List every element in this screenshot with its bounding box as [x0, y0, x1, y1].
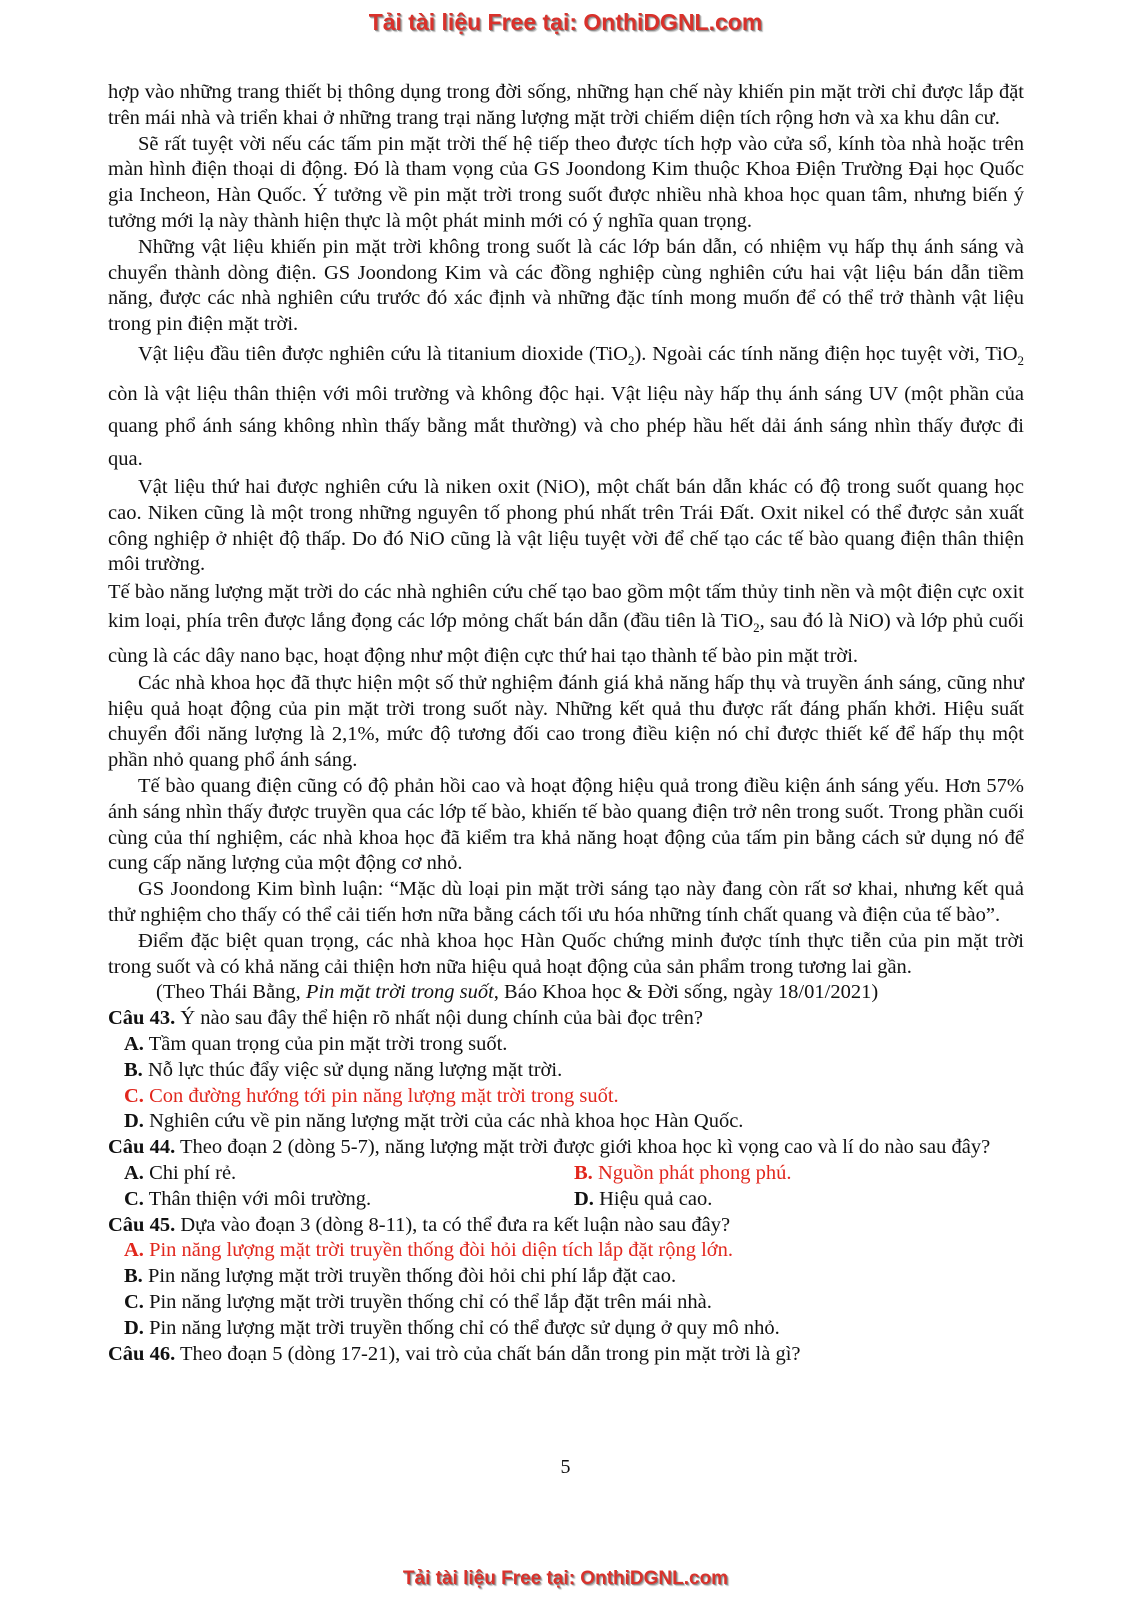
- q43-option-b[interactable]: [108, 1058, 1024, 1084]
- paragraph-2: Sẽ rất tuyệt vời nếu các tấm pin mặt trời thế hệ tiếp theo được tích hợp vào cửa sổ, kính tòa nhà hoặc trên màn hình điện thoại di động. Đó là tham vọng của GS Joondong Kim thuộc Khoa Điện Trường Đại học Quốc gia Incheon, Hàn Quốc. Ý tưởng về pin mặt trời trong suốt được nhiều nhà khoa học quan tâm, nhưng biến ý tưởng mới lạ này thành hiện thực là một phát minh mới có ý nghĩa quan trọng.: [108, 132, 1024, 232]
- q44-option-b[interactable]: [574, 1161, 1024, 1187]
- q44-option-c[interactable]: [124, 1187, 574, 1213]
- option-label: A.: [124, 1161, 144, 1184]
- tio2-subscript: 2: [1017, 353, 1025, 369]
- page-number: 5: [560, 1456, 571, 1478]
- paragraph-7: Các nhà khoa học đã thực hiện một số thử nghiệm đánh giá khả năng hấp thụ và truyền ánh sáng, cũng như hiệu quả hoạt động của pin mặt trời trong suốt này. Những kết quả thu được rất đáng phấn khởi. Hiệu suất chuyển đổi năng lượng là 2,1%, mức độ tương đối cao trong điều kiện nó chỉ được thiết kế để hấp thụ một phần nhỏ quang phổ ánh sáng.: [108, 671, 1024, 772]
- tio2-subscript: 2: [627, 353, 635, 369]
- tio2-formula: [985, 342, 1025, 369]
- tio2-text: TiO: [985, 342, 1018, 365]
- option-text: Nghiên cứu về pin năng lượng mặt trời của các nhà khoa học Hàn Quốc.: [143, 1110, 744, 1133]
- option-label: C.: [124, 1290, 144, 1313]
- citation-before: (Theo Thái Bằng,: [156, 981, 306, 1004]
- p4-part-b: ). Ngoài các tính năng điện học tuyệt vời,: [634, 342, 986, 365]
- paragraph-9: GS Joondong Kim bình luận: “Mặc dù loại pin mặt trời sáng tạo này đang còn rất sơ khai, nhưng kết quả thử nghiệm cho thấy có thể cải tiến hơn nữa bằng cách tối ưu hóa những tính chất quang và điện của tế bào”.: [108, 878, 1024, 927]
- option-text: Con đường hướng tới pin năng lượng mặt trời trong suốt.: [143, 1084, 619, 1107]
- option-label: B.: [124, 1058, 143, 1081]
- question-45: [108, 1213, 1024, 1239]
- option-text: Pin năng lượng mặt trời truyền thống đòi hỏi diện tích lắp đặt rộng lớn.: [143, 1239, 734, 1262]
- q43-option-a[interactable]: [108, 1032, 1024, 1058]
- header-banner[interactable]: Tải tài liệu Free tại: OnthiDGNL.com: [368, 9, 763, 35]
- question-43: [108, 1006, 1024, 1032]
- question-label: Câu 44.: [108, 1136, 176, 1159]
- question-label: Câu 45.: [108, 1213, 176, 1236]
- option-label: D.: [574, 1187, 594, 1210]
- q44-option-a[interactable]: [124, 1161, 574, 1187]
- citation-title: Pin mặt trời trong suốt: [305, 981, 494, 1004]
- option-label: C.: [124, 1084, 144, 1107]
- q45-option-d[interactable]: [108, 1316, 1024, 1342]
- question-text: Ý nào sau đây thể hiện rõ nhất nội dung chính của bài đọc trên?: [175, 1007, 703, 1030]
- option-label: D.: [124, 1316, 144, 1339]
- option-label: A.: [124, 1239, 144, 1262]
- option-label: C.: [124, 1187, 144, 1210]
- option-text: Chi phí rẻ.: [143, 1161, 237, 1184]
- question-text: Dựa vào đoạn 3 (dòng 8-11), ta có thể đưa ra kết luận nào sau đây?: [175, 1213, 731, 1236]
- option-label: B.: [574, 1161, 593, 1184]
- paragraph-4: [108, 338, 1024, 475]
- option-text: Nguồn phát phong phú.: [592, 1161, 792, 1184]
- p4-part-c: còn là vật liệu thân thiện với môi trường và không độc hại. Vật liệu này hấp thụ ánh sáng UV (một phần của quang phổ ánh sáng không nhìn thấy bằng mắt thường) và cho phép hầu hết dải ánh sáng nhìn thấy được đi qua.: [108, 382, 1024, 470]
- paragraph-1: hợp vào những trang thiết bị thông dụng trong đời sống, những hạn chế này khiến pin mặt trời chỉ được lắp đặt trên mái nhà và triển khai ở những trang trại năng lượng mặt trời chiếm diện tích rộng hơn và xa khu dân cư.: [108, 81, 1024, 129]
- q44-option-d[interactable]: [574, 1187, 1024, 1213]
- q44-options-row-2: [108, 1187, 1024, 1213]
- p6-part-a: Tế bào năng lượng mặt trời do các nhà nghiên cứu chế tạo bao gồm một tấm thủy tinh nền và một điện cực oxit kim loại, phía trên được lắng đọng các lớp mỏng chất bán dẫn (đầu tiên là: [108, 581, 1024, 632]
- tio2-text: TiO: [720, 609, 754, 632]
- question-label: Câu 43.: [108, 1007, 176, 1030]
- question-46: [108, 1342, 1024, 1368]
- question-text: Theo đoạn 5 (dòng 17-21), vai trò của chất bán dẫn trong pin mặt trời là gì?: [175, 1342, 801, 1365]
- question-label: Câu 46.: [108, 1342, 176, 1365]
- paragraph-10: Điểm đặc biệt quan trọng, các nhà khoa học Hàn Quốc chứng minh được tính thực tiễn của pin mặt trời trong suốt và có khả năng cải thiện hơn nữa hiệu quả hoạt động của sản phẩm trong tương lai gần.: [108, 929, 1024, 978]
- citation: [108, 980, 1024, 1006]
- option-text: Hiệu quả cao.: [593, 1187, 713, 1210]
- tio2-text: TiO: [595, 342, 628, 365]
- tio2-formula: [720, 609, 760, 635]
- footer-banner[interactable]: Tải tài liệu Free tại: OnthiDGNL.com: [402, 1568, 729, 1589]
- tio2-subscript: 2: [753, 619, 760, 635]
- option-text: Pin năng lượng mặt trời truyền thống đòi hỏi chi phí lắp đặt cao.: [142, 1265, 677, 1288]
- tio2-formula: [595, 342, 635, 369]
- question-44: [108, 1135, 1024, 1161]
- option-label: A.: [124, 1033, 144, 1055]
- p6-part-b: , sau đó là NiO) và lớp phủ cuối cùng là các dây nano bạc, hoạt động như một điện cực thứ hai tạo thành tế bào pin mặt trời.: [108, 609, 1024, 668]
- q43-option-c[interactable]: [108, 1084, 1024, 1110]
- paragraph-3: Những vật liệu khiến pin mặt trời không trong suốt là các lớp bán dẫn, có nhiệm vụ hấp thụ ánh sáng và chuyển thành dòng điện. GS Joondong Kim và các đồng nghiệp cùng nghiên cứu hai vật liệu bán dẫn tiềm năng, được các nhà nghiên cứu trước đó xác định và những đặc tính mong muốn để có thể trở thành vật liệu trong pin điện mặt trời.: [108, 235, 1024, 336]
- q45-option-a[interactable]: [108, 1238, 1024, 1264]
- option-label: B.: [124, 1265, 143, 1288]
- q45-option-b[interactable]: [108, 1264, 1024, 1290]
- paragraph-8: Tế bào quang điện cũng có độ phản hồi cao và hoạt động hiệu quả trong điều kiện ánh sáng yếu. Hơn 57% ánh sáng nhìn thấy được truyền qua các lớp tế bào, khiến tế bào quang điện trở nên trong suốt. Trong phần cuối cùng của thí nghiệm, các nhà khoa học đã kiểm tra khả năng hoạt động của tấm pin bằng cách sử dụng nó để cung cấp năng lượng của một động cơ nhỏ.: [108, 775, 1024, 875]
- paragraph-6: [108, 578, 1024, 671]
- option-text: Thân thiện với môi trường.: [143, 1187, 372, 1210]
- option-text: Pin năng lượng mặt trời truyền thống chỉ có thể được sử dụng ở quy mô nhỏ.: [143, 1316, 780, 1339]
- document-body: [108, 80, 1024, 1367]
- option-text: Tầm quan trọng của pin mặt trời trong suốt.: [143, 1033, 508, 1055]
- paragraph-5: Vật liệu thứ hai được nghiên cứu là niken oxit (NiO), một chất bán dẫn khác có độ trong suốt quang học cao. Niken cũng là một trong những nguyên tố phong phú nhất trên Trái Đất. Oxit nikel có thể được sản xuất công nghiệp ở nhiệt độ thấp. Do đó NiO cũng là vật liệu tuyệt vời để chế tạo các tế bào quang điện thân thiện môi trường.: [108, 476, 1024, 576]
- option-text: Nỗ lực thúc đẩy việc sử dụng năng lượng mặt trời.: [142, 1058, 563, 1081]
- option-label: D.: [124, 1110, 144, 1133]
- q44-options-row-1: [108, 1161, 1024, 1187]
- q45-option-c[interactable]: [108, 1290, 1024, 1316]
- q43-option-d[interactable]: [108, 1109, 1024, 1135]
- option-text: Pin năng lượng mặt trời truyền thống chỉ có thể lắp đặt trên mái nhà.: [143, 1290, 712, 1313]
- p4-part-a: Vật liệu đầu tiên được nghiên cứu là titanium dioxide (: [138, 342, 596, 365]
- citation-after: , Báo Khoa học & Đời sống, ngày 18/01/2021): [493, 981, 879, 1004]
- question-text: Theo đoạn 2 (dòng 5-7), năng lượng mặt trời được giới khoa học kì vọng cao và lí do nào sau đây?: [175, 1136, 991, 1159]
